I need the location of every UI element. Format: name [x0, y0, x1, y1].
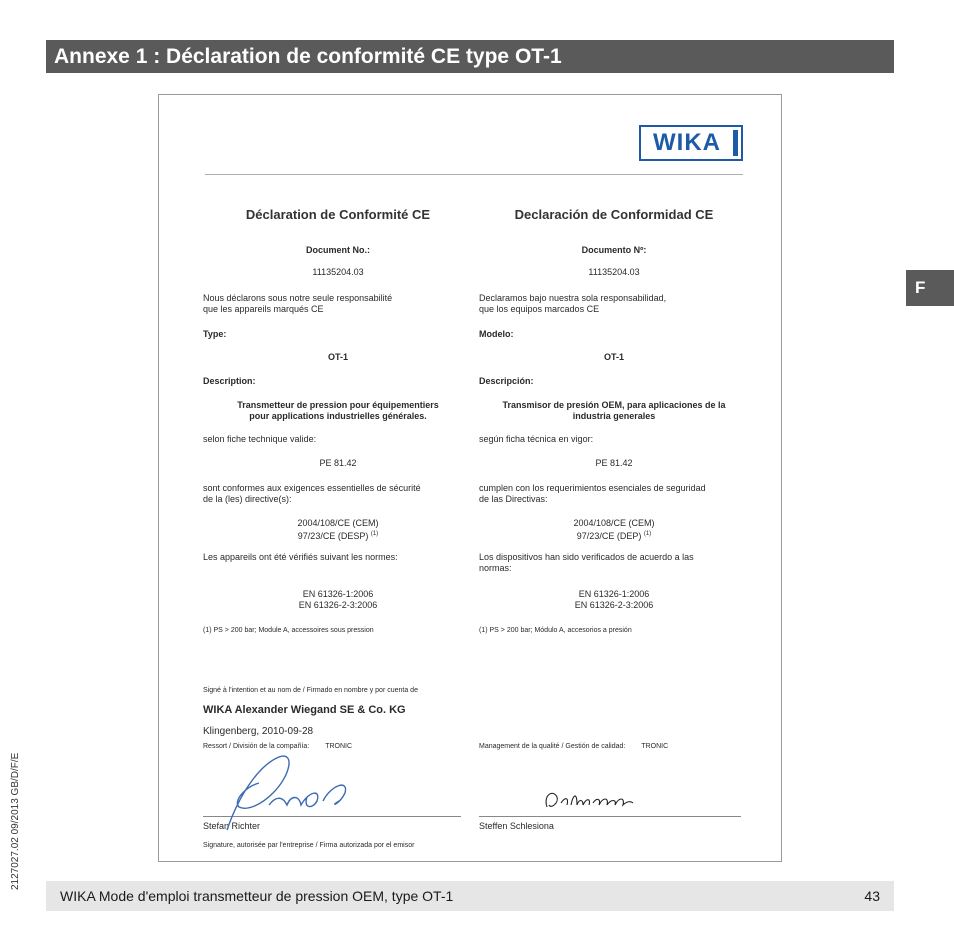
fr-doc-label: Document No.:: [306, 245, 370, 255]
es-heading: Declaración de Conformidad CE: [514, 207, 714, 222]
signature-left-icon: [199, 735, 379, 845]
division-label: Ressort / División de la compañía:: [203, 743, 310, 750]
fr-declare-2: que les appareils marqués CE: [203, 304, 324, 314]
fr-desc-label: Description:: [203, 376, 256, 386]
fr-verified: Les appareils ont été vérifiés suivant les normes:: [203, 552, 398, 562]
fr-footnote: (1) PS > 200 bar; Module A, accessoires sous pression: [203, 627, 374, 634]
es-type-label: Modelo:: [479, 329, 514, 339]
fr-directive-2: 97/23/CE (DESP): [297, 531, 369, 541]
fr-desc-2: pour applications industrielles générales.: [249, 411, 427, 421]
signature-line-right: [479, 816, 741, 817]
division-value: TRONIC: [325, 743, 353, 750]
es-desc-2: industria generales: [572, 411, 656, 421]
es-desc-1: Transmisor de presión OEM, para aplicaciones de la: [502, 400, 726, 410]
fr-conform-2: de la (les) directive(s):: [203, 494, 292, 504]
place-date: Klingenberg, 2010-09-28: [203, 726, 314, 737]
language-tab: F: [906, 270, 954, 306]
page-footer: [46, 881, 894, 911]
logo-text: WIKA: [653, 129, 721, 156]
fr-type-value: OT-1: [327, 352, 348, 362]
page-number: 43: [864, 888, 880, 904]
signature-note: Signature, autorisée par l'entreprise / Firma autorizada por el emisor: [203, 842, 415, 849]
company-name: WIKA Alexander Wiegand SE & Co. KG: [203, 704, 406, 716]
section-title: Annexe 1 : Déclaration de conformité CE type OT-1: [46, 40, 894, 73]
on-behalf: Signé à l'intention et au nom de / Firmado en nombre y por cuenta de: [203, 687, 418, 694]
certificate-document: [158, 94, 782, 862]
qm-value: TRONIC: [641, 743, 669, 750]
fr-datasheet: PE 81.42: [319, 458, 357, 468]
es-conform-2: de las Directivas:: [479, 494, 548, 504]
fr-doc-number: 11135204.03: [312, 267, 364, 277]
es-footnote: (1) PS > 200 bar; Módulo A, accesorios a presión: [479, 627, 632, 634]
fr-directive-1: 2004/108/CE (CEM): [297, 518, 379, 528]
logo-bar: [733, 130, 738, 156]
signer-left: Stefan Richter: [203, 821, 261, 831]
fr-directive-note: (1): [370, 531, 379, 537]
fr-type-label: Type:: [203, 329, 227, 339]
wika-logo: [639, 125, 743, 161]
fr-declare-1: Nous déclarons sous notre seule responsabilité: [203, 293, 393, 303]
fr-norm-2: EN 61326-2-3:2006: [298, 600, 378, 610]
qm-row: [479, 741, 749, 752]
es-directive-note: (1): [643, 531, 652, 537]
fr-datasheet-label: selon fiche technique valide:: [203, 434, 317, 444]
fr-conform-1: sont conformes aux exigences essentielles de sécurité: [203, 483, 421, 493]
signature-right-icon: [539, 785, 639, 815]
es-verified-2: normas:: [479, 563, 512, 573]
es-type-value: OT-1: [603, 352, 624, 362]
es-norm-2: EN 61326-2-3:2006: [574, 600, 654, 610]
fr-norm-1: EN 61326-1:2006: [302, 589, 374, 599]
header-rule: [205, 174, 743, 175]
es-doc-label: Documento Nº:: [581, 245, 647, 255]
es-declare-2: que los equipos marcados CE: [479, 304, 600, 314]
es-verified-1: Los dispositivos han sido verificados de acuerdo a las: [479, 552, 694, 562]
es-doc-number: 11135204.03: [588, 267, 640, 277]
document-code: 2127027.02 09/2013 GB/D/F/E: [10, 752, 21, 890]
es-declare-1: Declaramos bajo nuestra sola responsabilidad,: [479, 293, 667, 303]
es-desc-label: Descripción:: [479, 376, 534, 386]
footer-text: WIKA Mode d'emploi transmetteur de pression OEM, type OT-1: [60, 888, 454, 904]
es-directive-2-line: [479, 529, 749, 542]
signer-right: Steffen Schlesiona: [479, 821, 554, 831]
es-datasheet: PE 81.42: [595, 458, 633, 468]
fr-desc-1: Transmetteur de pression pour équipementiers: [237, 400, 439, 410]
es-norm-1: EN 61326-1:2006: [578, 589, 650, 599]
qm-label: Management de la qualité / Gestión de calidad:: [479, 743, 626, 750]
es-directive-2: 97/23/CE (DEP): [576, 531, 642, 541]
es-directive-1: 2004/108/CE (CEM): [573, 518, 655, 528]
fr-heading: Déclaration de Conformité CE: [245, 207, 431, 222]
es-conform-1: cumplen con los requerimientos esenciales de seguridad: [479, 483, 706, 493]
fr-directive-2-line: [203, 529, 473, 542]
es-datasheet-label: según ficha técnica en vigor:: [479, 434, 594, 444]
